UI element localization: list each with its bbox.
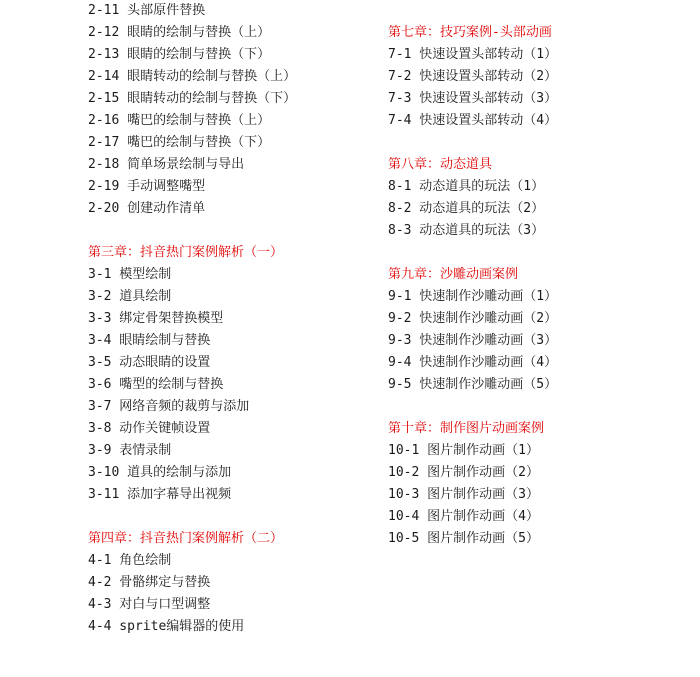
toc-item: 4-2 骨骼绑定与替换: [88, 575, 211, 590]
right-column: [388, 22, 557, 550]
chapter-heading: 第七章：技巧案例-头部动画: [388, 25, 552, 40]
toc-item: 7-1 快速设置头部转动（1）: [388, 47, 558, 62]
toc-item: 10-5 图片制作动画（5）: [388, 531, 539, 546]
toc-item: 3-9 表情录制: [88, 443, 172, 458]
toc-item: 4-1 角色绘制: [88, 553, 172, 568]
toc-item: 10-1 图片制作动画（1）: [388, 443, 539, 458]
chapter9-section: [388, 264, 557, 396]
toc-item: 2-14 眼睛转动的绘制与替换（上）: [88, 69, 297, 84]
toc-item: 9-5 快速制作沙雕动画（5）: [388, 377, 558, 392]
toc-item: 3-4 眼睛绘制与替换: [88, 333, 211, 348]
toc-item: 3-8 动作关键帧设置: [88, 421, 211, 436]
section-spacer: [88, 220, 296, 242]
chapter-heading: 第九章：沙雕动画案例: [388, 267, 519, 282]
toc-item: 3-2 道具绘制: [88, 289, 172, 304]
toc-item: 10-2 图片制作动画（2）: [388, 465, 539, 480]
toc-item: 2-18 简单场景绘制与导出: [88, 157, 245, 172]
chapter3-section: [88, 242, 296, 506]
toc-item: 2-15 眼睛转动的绘制与替换（下）: [88, 91, 297, 106]
toc-item: 3-6 嘴型的绘制与替换: [88, 377, 224, 392]
section-spacer: [388, 242, 557, 264]
chapter2-list: [88, 0, 296, 220]
toc-item: 3-3 绑定骨架替换模型: [88, 311, 224, 326]
chapter-heading: 第八章：动态道具: [388, 157, 493, 172]
chapter-heading: 第三章：抖音热门案例解析（一）: [88, 245, 284, 260]
left-column: [88, 0, 296, 638]
chapter4-section: [88, 528, 296, 638]
toc-item: 2-16 嘴巴的绘制与替换（上）: [88, 113, 271, 128]
toc-item: 4-3 对白与口型调整: [88, 597, 211, 612]
toc-item: 4-4 sprite编辑器的使用: [88, 619, 245, 634]
toc-item: 2-11 头部原件替换: [88, 3, 206, 18]
toc-item: 2-17 嘴巴的绘制与替换（下）: [88, 135, 271, 150]
toc-item: 2-20 创建动作清单: [88, 201, 206, 216]
toc-item: 3-1 模型绘制: [88, 267, 172, 282]
toc-item: 7-4 快速设置头部转动（4）: [388, 113, 558, 128]
toc-item: 2-13 眼睛的绘制与替换（下）: [88, 47, 271, 62]
section-spacer: [388, 132, 557, 154]
chapter-heading: 第四章：抖音热门案例解析（二）: [88, 531, 284, 546]
toc-item: 9-4 快速制作沙雕动画（4）: [388, 355, 558, 370]
section-spacer: [88, 506, 296, 528]
chapter-heading: 第十章：制作图片动画案例: [388, 421, 545, 436]
toc-item: 2-12 眼睛的绘制与替换（上）: [88, 25, 271, 40]
toc-item: 9-2 快速制作沙雕动画（2）: [388, 311, 558, 326]
toc-item: 3-11 添加字幕导出视频: [88, 487, 232, 502]
toc-item: 8-1 动态道具的玩法（1）: [388, 179, 545, 194]
toc-item: 10-4 图片制作动画（4）: [388, 509, 539, 524]
chapter10-section: [388, 418, 557, 550]
chapter8-section: [388, 154, 557, 242]
section-spacer: [388, 396, 557, 418]
toc-item: 7-2 快速设置头部转动（2）: [388, 69, 558, 84]
toc-item: 3-10 道具的绘制与添加: [88, 465, 232, 480]
toc-item: 10-3 图片制作动画（3）: [388, 487, 539, 502]
toc-item: 9-3 快速制作沙雕动画（3）: [388, 333, 558, 348]
chapter7-section: [388, 22, 557, 132]
toc-item: 8-3 动态道具的玩法（3）: [388, 223, 545, 238]
toc-item: 3-7 网络音频的裁剪与添加: [88, 399, 250, 414]
toc-item: 3-5 动态眼睛的设置: [88, 355, 211, 370]
toc-item: 9-1 快速制作沙雕动画（1）: [388, 289, 558, 304]
toc-item: 2-19 手动调整嘴型: [88, 179, 206, 194]
toc-item: 8-2 动态道具的玩法（2）: [388, 201, 545, 216]
toc-item: 7-3 快速设置头部转动（3）: [388, 91, 558, 106]
